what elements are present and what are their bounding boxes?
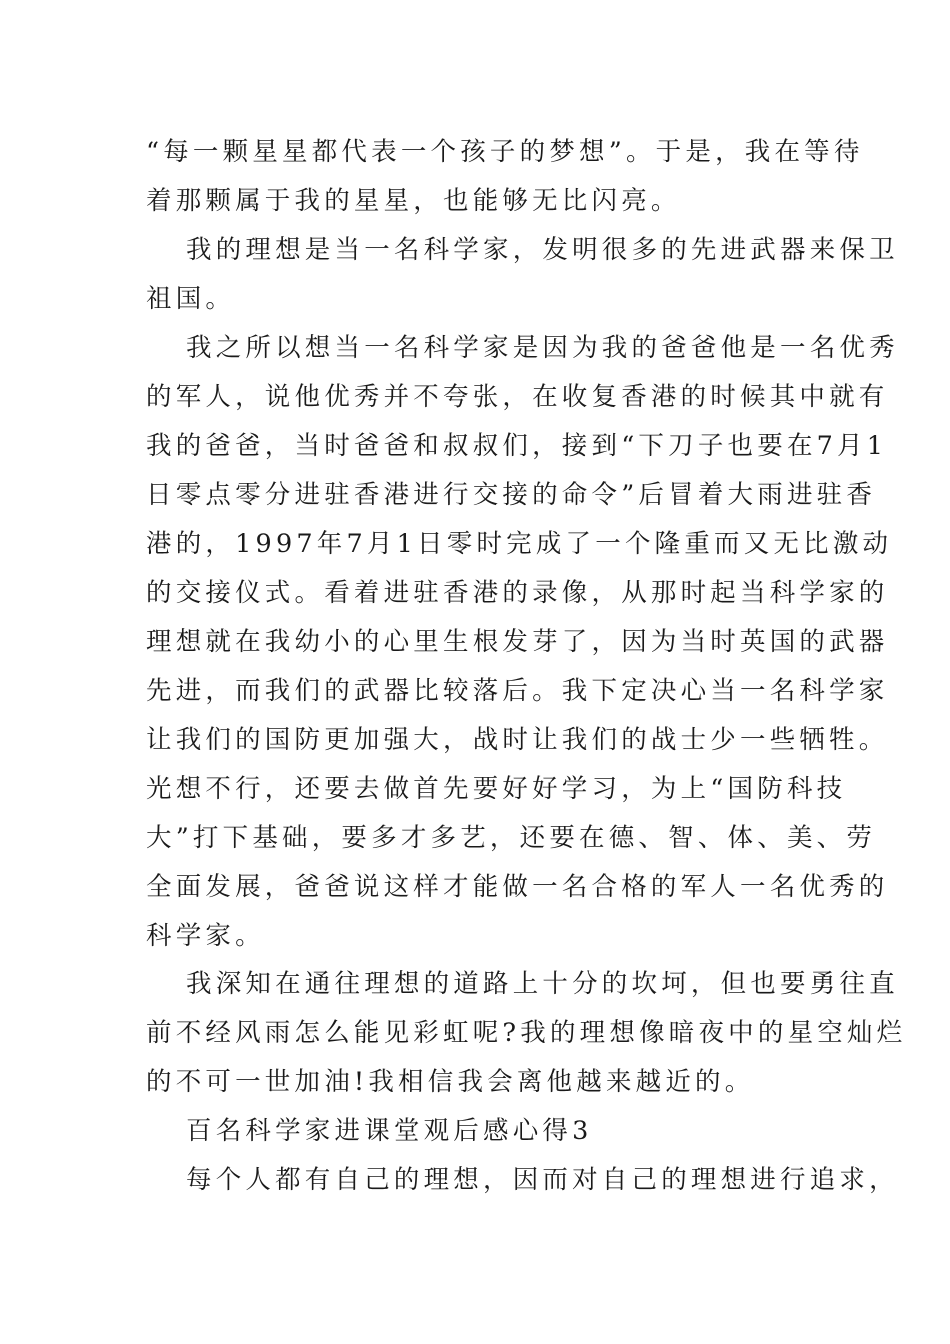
paragraph-2 [146, 226, 899, 324]
paragraph-3 [146, 324, 899, 961]
section-heading [146, 1107, 808, 1156]
paragraph-line: 的不可一世加油!我相信我会离他越来越近的。 [146, 1067, 755, 1097]
paragraph-line: 光想不行，还要去做首先要好好学习，为上“国防科技 [146, 774, 847, 804]
paragraph-line: “每一颗星星都代表一个孩子的梦想”。于是，我在等待 [146, 137, 864, 167]
paragraph-line: 先进，而我们的武器比较落后。我下定决心当一名科学家 [146, 676, 889, 706]
paragraph-line: 前不经风雨怎么能见彩虹呢?我的理想像暗夜中的星空灿烂 [146, 1018, 907, 1048]
paragraph-line: 让我们的国防更加强大，战时让我们的战士少一些牺牲。 [146, 725, 889, 755]
paragraph-line: 我深知在通往理想的道路上十分的坎坷，但也要勇往直 [186, 969, 899, 999]
paragraph-line: 日零点零分进驻香港进行交接的命令”后冒着大雨进驻香 [146, 480, 877, 510]
paragraph-line: 着那颗属于我的星星，也能够无比闪亮。 [146, 186, 681, 216]
paragraph-1 [146, 128, 864, 226]
paragraph-line: 全面发展，爸爸说这样才能做一名合格的军人一名优秀的 [146, 872, 889, 902]
paragraph-line: 科学家。 [146, 921, 265, 951]
paragraph-line: 我的爸爸，当时爸爸和叔叔们，接到“下刀子也要在7月1 [146, 431, 888, 461]
paragraph-line: 我之所以想当一名科学家是因为我的爸爸他是一名优秀 [186, 333, 899, 363]
paragraph-line: 祖国。 [146, 284, 236, 314]
paragraph-6 [146, 1156, 899, 1205]
paragraph-line: 理想就在我幼小的心里生根发芽了，因为当时英国的武器 [146, 627, 889, 657]
paragraph-line: 的军人，说他优秀并不夸张，在收复香港的时候其中就有 [146, 382, 889, 412]
paragraph-line: 港的，1997年7月1日零时完成了一个隆重而又无比激动 [146, 529, 893, 559]
paragraph-4 [146, 960, 907, 1107]
section-heading-text: 百名科学家进课堂观后感心得3 [186, 1116, 593, 1146]
paragraph-line: 我的理想是当一名科学家，发明很多的先进武器来保卫 [186, 235, 899, 265]
paragraph-line: 的交接仪式。看着进驻香港的录像，从那时起当科学家的 [146, 578, 889, 608]
paragraph-line: 每个人都有自己的理想，因而对自己的理想进行追求， [186, 1165, 899, 1195]
paragraph-line: 大”打下基础，要多才多艺，还要在德、智、体、美、劳 [146, 823, 877, 853]
